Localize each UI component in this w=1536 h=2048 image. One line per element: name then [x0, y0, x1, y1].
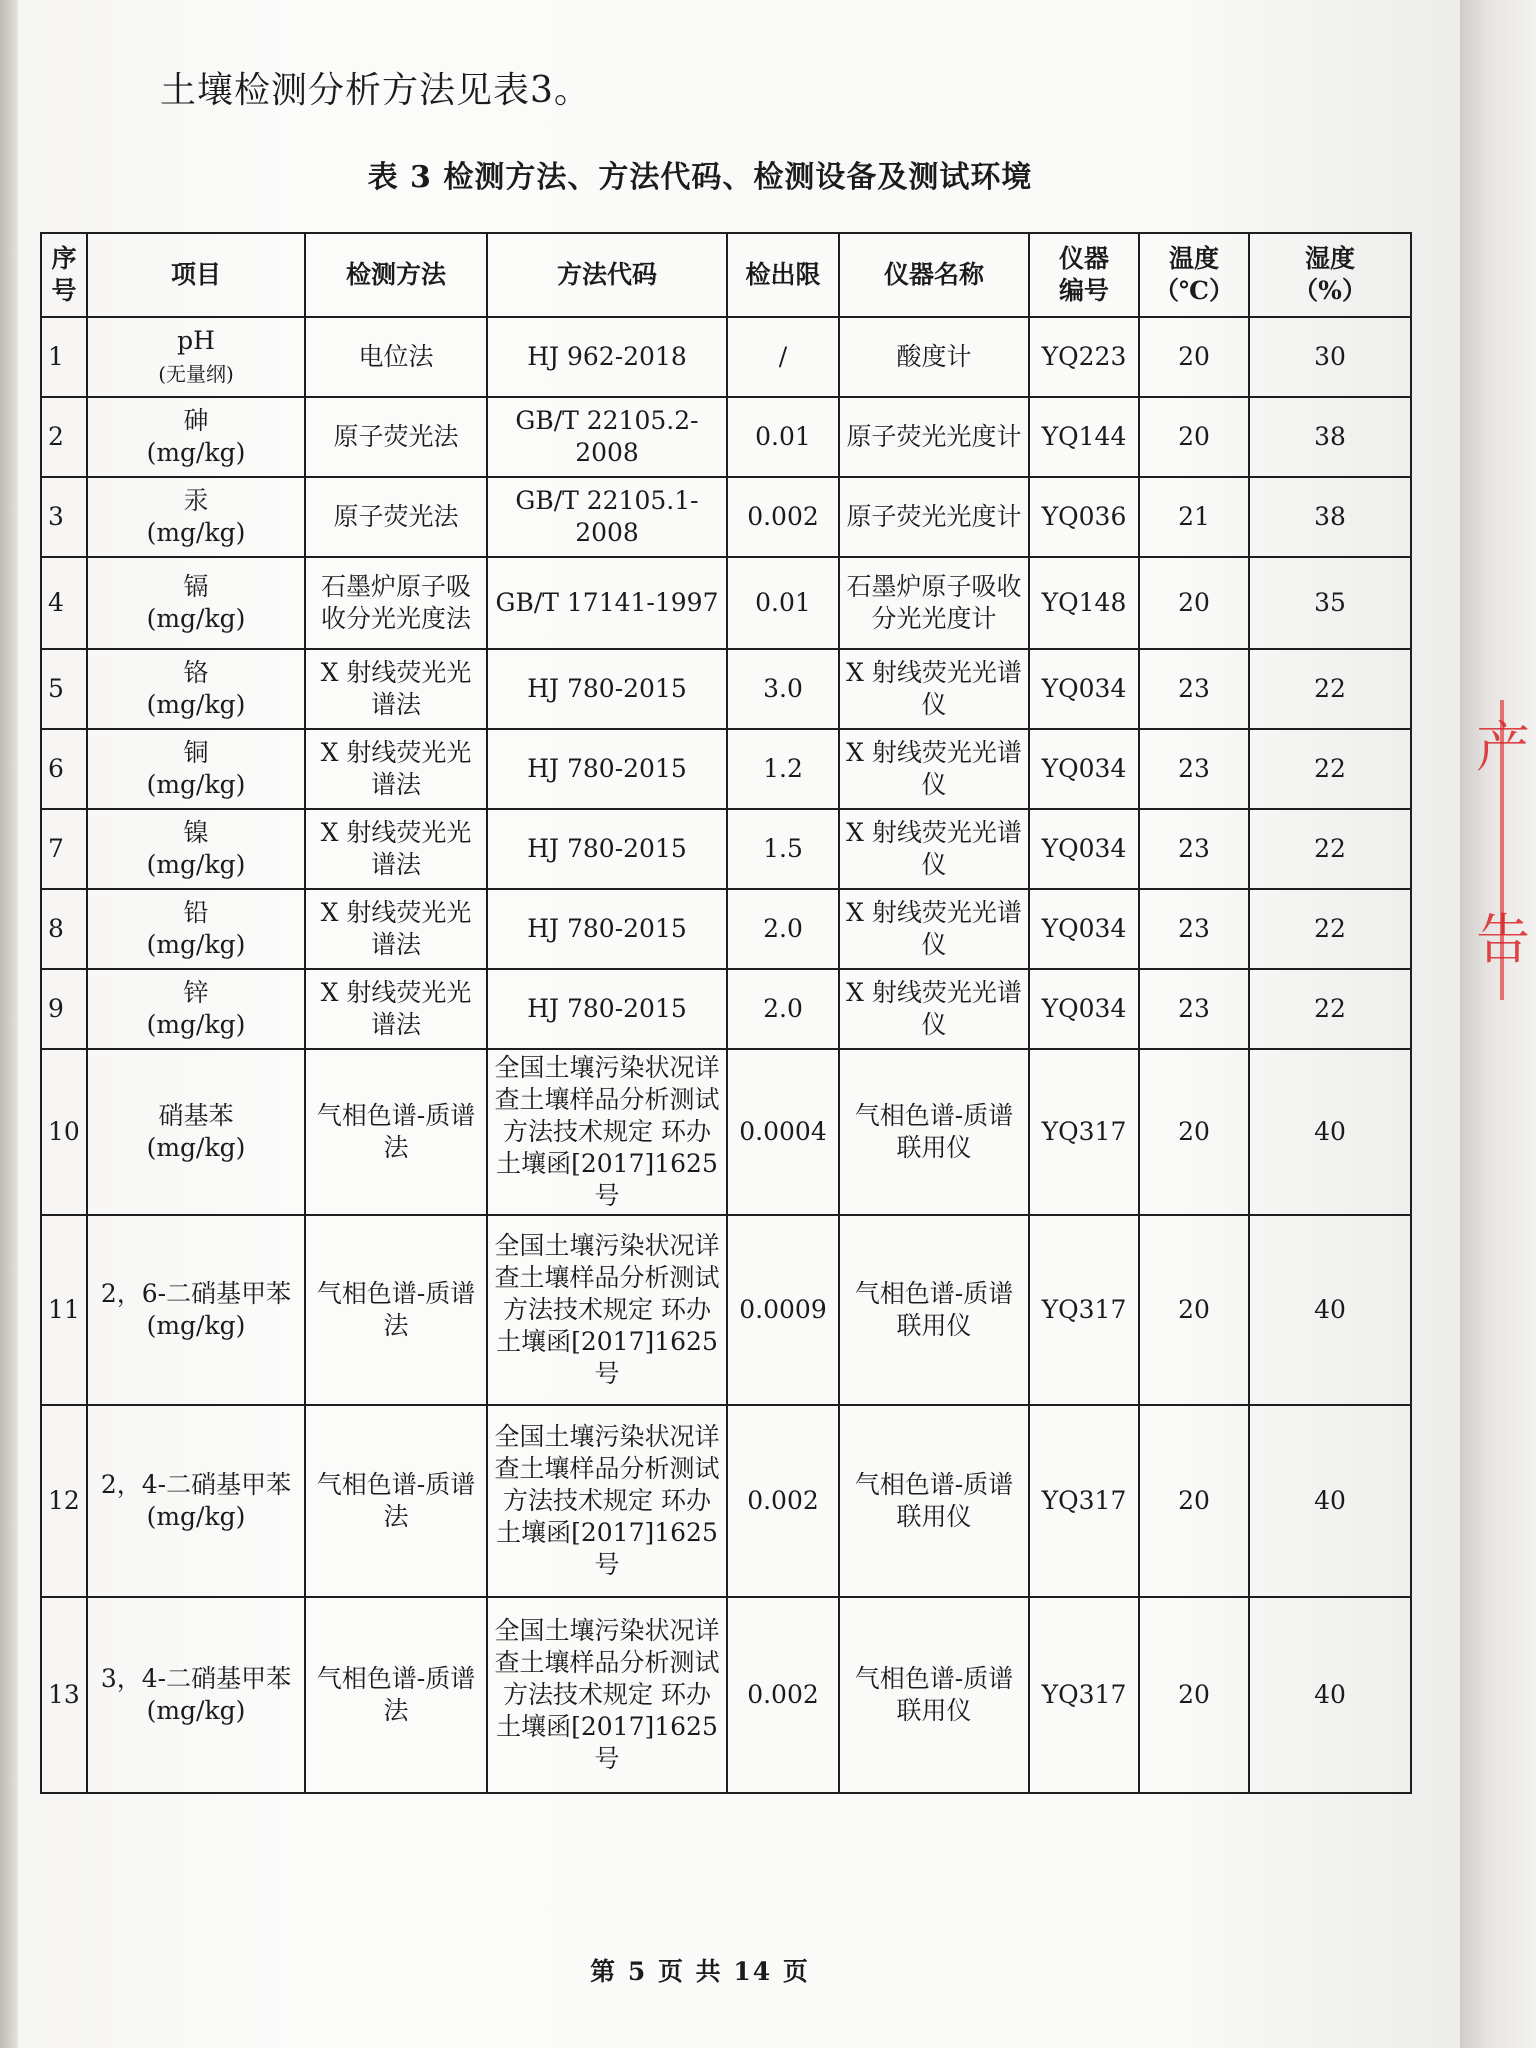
item-name: 2，6-二硝基甲苯 [100, 1279, 292, 1308]
cell-humidity: 22 [1249, 889, 1411, 969]
cell-temp: 23 [1139, 969, 1249, 1049]
cell-method: X 射线荧光光谱法 [305, 809, 487, 889]
item-name: 汞 [183, 486, 209, 515]
cell-instrument: X 射线荧光光谱仪 [839, 809, 1029, 889]
cell-method: 气相色谱-质谱法 [305, 1215, 487, 1405]
cell-item [87, 889, 305, 969]
stamp-char-2: 告 [1476, 908, 1530, 971]
table-title: 表 3 检测方法、方法代码、检测设备及测试环境 [367, 160, 1033, 195]
cell-method: X 射线荧光光谱法 [305, 649, 487, 729]
cell-instrument: X 射线荧光光谱仪 [839, 969, 1029, 1049]
cell-instrument: 石墨炉原子吸收分光光度计 [839, 557, 1029, 649]
cell-method: X 射线荧光光谱法 [305, 969, 487, 1049]
item-name: 锌 [183, 978, 209, 1007]
header-limit: 检出限 [727, 233, 839, 317]
cell-limit: 3.0 [727, 649, 839, 729]
table-row [41, 317, 1411, 397]
cell-humidity: 40 [1249, 1405, 1411, 1597]
header-humidity-line1: 湿度 [1304, 244, 1355, 273]
cell-instr-no: YQ034 [1029, 729, 1139, 809]
next-page-edge [1460, 0, 1536, 2048]
cell-seq: 10 [41, 1049, 87, 1215]
cell-code: HJ 780-2015 [487, 969, 727, 1049]
cell-limit: 2.0 [727, 889, 839, 969]
table-row [41, 889, 1411, 969]
table-row [41, 1405, 1411, 1597]
cell-instrument: X 射线荧光光谱仪 [839, 649, 1029, 729]
cell-limit: 0.01 [727, 397, 839, 477]
cell-temp: 20 [1139, 1215, 1249, 1405]
cell-temp: 20 [1139, 1597, 1249, 1793]
cell-seq: 2 [41, 397, 87, 477]
cell-method: 气相色谱-质谱法 [305, 1597, 487, 1793]
table-header-row [41, 233, 1411, 317]
item-name: 砷 [183, 406, 209, 435]
cell-method: 原子荧光法 [305, 397, 487, 477]
item-name: pH [177, 326, 215, 355]
header-instr-no-line2: 编号 [1058, 276, 1109, 305]
cell-limit: 0.0009 [727, 1215, 839, 1405]
cell-code: 全国土壤污染状况详查土壤样品分析测试方法技术规定 环办土壤函[2017]1625 号 [487, 1215, 727, 1405]
header-humidity [1249, 233, 1411, 317]
table-row [41, 397, 1411, 477]
item-name: 2，4-二硝基甲苯 [100, 1470, 292, 1499]
cell-seq: 9 [41, 969, 87, 1049]
methods-table [40, 232, 1412, 1794]
page-footer: 第 5 页 共 14 页 [590, 1957, 810, 1986]
cell-seq: 6 [41, 729, 87, 809]
item-unit: (mg/kg) [146, 604, 246, 633]
cell-instrument: 气相色谱-质谱联用仪 [839, 1215, 1029, 1405]
cell-item [87, 729, 305, 809]
cell-item [87, 969, 305, 1049]
cell-instr-no: YQ317 [1029, 1049, 1139, 1215]
cell-code: HJ 780-2015 [487, 729, 727, 809]
header-humidity-line2: （%） [1293, 276, 1367, 305]
cell-instrument: 气相色谱-质谱联用仪 [839, 1597, 1029, 1793]
table-row [41, 729, 1411, 809]
table-row [41, 1215, 1411, 1405]
item-unit: (mg/kg) [146, 690, 246, 719]
header-code: 方法代码 [487, 233, 727, 317]
header-instr-no [1029, 233, 1139, 317]
cell-code: 全国土壤污染状况详查土壤样品分析测试方法技术规定 环办土壤函[2017]1625 号 [487, 1405, 727, 1597]
cell-seq: 11 [41, 1215, 87, 1405]
item-name: 铬 [183, 658, 209, 687]
cell-instr-no: YQ034 [1029, 809, 1139, 889]
item-unit: (mg/kg) [146, 1133, 246, 1162]
header-temp-line1: 温度 [1168, 244, 1219, 273]
item-unit: (mg/kg) [146, 1311, 246, 1340]
cell-code: 全国土壤污染状况详查土壤样品分析测试方法技术规定 环办土壤函[2017]1625 号 [487, 1597, 727, 1793]
header-seq [41, 233, 87, 317]
cell-instr-no: YQ144 [1029, 397, 1139, 477]
item-unit: (mg/kg) [146, 438, 246, 467]
item-unit: (mg/kg) [146, 1696, 246, 1725]
header-instrument: 仪器名称 [839, 233, 1029, 317]
cell-limit: 0.002 [727, 1597, 839, 1793]
cell-item [87, 809, 305, 889]
cell-item [87, 557, 305, 649]
cell-instrument: 原子荧光光度计 [839, 397, 1029, 477]
cell-code: HJ 780-2015 [487, 889, 727, 969]
table-row [41, 969, 1411, 1049]
cell-temp: 21 [1139, 477, 1249, 557]
intro-text: 土壤检测分析方法见表3。 [160, 70, 591, 111]
cell-humidity: 40 [1249, 1049, 1411, 1215]
item-name: 镉 [183, 572, 209, 601]
header-temp-line2: （℃） [1154, 276, 1234, 305]
cell-limit: 2.0 [727, 969, 839, 1049]
cell-instr-no: YQ317 [1029, 1597, 1139, 1793]
cell-humidity: 22 [1249, 729, 1411, 809]
cell-item [87, 1215, 305, 1405]
cell-limit: 0.01 [727, 557, 839, 649]
cell-item [87, 1405, 305, 1597]
cell-seq: 1 [41, 317, 87, 397]
cell-item [87, 477, 305, 557]
header-seq-line2: 号 [51, 276, 77, 305]
item-name: 铅 [183, 898, 209, 927]
cell-humidity: 30 [1249, 317, 1411, 397]
cell-instr-no: YQ317 [1029, 1405, 1139, 1597]
cell-limit: 1.2 [727, 729, 839, 809]
cell-code: GB/T 22105.1-2008 [487, 477, 727, 557]
cell-instr-no: YQ034 [1029, 649, 1139, 729]
cell-instrument: 气相色谱-质谱联用仪 [839, 1405, 1029, 1597]
cell-temp: 23 [1139, 649, 1249, 729]
cell-method: 原子荧光法 [305, 477, 487, 557]
cell-seq: 12 [41, 1405, 87, 1597]
cell-instrument: 原子荧光光度计 [839, 477, 1029, 557]
cell-instrument: 酸度计 [839, 317, 1029, 397]
item-unit: (mg/kg) [146, 1502, 246, 1531]
cell-temp: 20 [1139, 397, 1249, 477]
cell-method: 石墨炉原子吸收分光光度法 [305, 557, 487, 649]
item-unit: (无量纲) [158, 362, 234, 386]
cell-limit: 0.002 [727, 477, 839, 557]
cell-instr-no: YQ034 [1029, 889, 1139, 969]
cell-limit: 1.5 [727, 809, 839, 889]
item-unit: (mg/kg) [146, 850, 246, 879]
table-row [41, 1597, 1411, 1793]
cell-code: GB/T 22105.2-2008 [487, 397, 727, 477]
cell-instrument: X 射线荧光光谱仪 [839, 729, 1029, 809]
item-name: 硝基苯 [158, 1101, 234, 1130]
cell-item [87, 1597, 305, 1793]
cell-limit: / [727, 317, 839, 397]
cell-code: HJ 780-2015 [487, 649, 727, 729]
cell-code: HJ 780-2015 [487, 809, 727, 889]
cell-item [87, 649, 305, 729]
cell-code: HJ 962-2018 [487, 317, 727, 397]
table-row [41, 809, 1411, 889]
header-seq-line1: 序 [51, 244, 77, 273]
cell-seq: 5 [41, 649, 87, 729]
cell-instr-no: YQ223 [1029, 317, 1139, 397]
cell-code: GB/T 17141-1997 [487, 557, 727, 649]
header-item: 项目 [87, 233, 305, 317]
item-unit: (mg/kg) [146, 930, 246, 959]
cell-humidity: 22 [1249, 809, 1411, 889]
item-unit: (mg/kg) [146, 770, 246, 799]
cell-temp: 20 [1139, 317, 1249, 397]
cell-temp: 20 [1139, 557, 1249, 649]
stamp-char-1: 产 [1476, 716, 1530, 779]
cell-method: X 射线荧光光谱法 [305, 729, 487, 809]
table-row [41, 649, 1411, 729]
cell-instrument: X 射线荧光光谱仪 [839, 889, 1029, 969]
cell-method: 电位法 [305, 317, 487, 397]
item-unit: (mg/kg) [146, 1010, 246, 1039]
table-row [41, 557, 1411, 649]
item-name: 铜 [183, 738, 209, 767]
cell-temp: 20 [1139, 1049, 1249, 1215]
cell-method: X 射线荧光光谱法 [305, 889, 487, 969]
cell-seq: 4 [41, 557, 87, 649]
header-method: 检测方法 [305, 233, 487, 317]
cell-limit: 0.0004 [727, 1049, 839, 1215]
cell-instr-no: YQ034 [1029, 969, 1139, 1049]
cell-seq: 3 [41, 477, 87, 557]
cell-humidity: 38 [1249, 397, 1411, 477]
cell-humidity: 40 [1249, 1597, 1411, 1793]
cell-humidity: 35 [1249, 557, 1411, 649]
cell-code: 全国土壤污染状况详查土壤样品分析测试方法技术规定 环办土壤函[2017]1625 号 [487, 1049, 727, 1215]
cell-temp: 23 [1139, 729, 1249, 809]
cell-item [87, 397, 305, 477]
cell-temp: 20 [1139, 1405, 1249, 1597]
cell-item [87, 1049, 305, 1215]
cell-method: 气相色谱-质谱法 [305, 1405, 487, 1597]
item-name: 3，4-二硝基甲苯 [100, 1664, 292, 1693]
cell-item [87, 317, 305, 397]
cell-method: 气相色谱-质谱法 [305, 1049, 487, 1215]
cell-instr-no: YQ036 [1029, 477, 1139, 557]
cell-seq: 8 [41, 889, 87, 969]
cell-instrument: 气相色谱-质谱联用仪 [839, 1049, 1029, 1215]
binding-shadow [0, 0, 18, 2048]
cell-humidity: 40 [1249, 1215, 1411, 1405]
cell-temp: 23 [1139, 809, 1249, 889]
cell-humidity: 22 [1249, 969, 1411, 1049]
red-seal-stamp [1476, 700, 1536, 1000]
header-temp [1139, 233, 1249, 317]
cell-temp: 23 [1139, 889, 1249, 969]
table-row [41, 1049, 1411, 1215]
cell-instr-no: YQ317 [1029, 1215, 1139, 1405]
item-unit: (mg/kg) [146, 518, 246, 547]
header-instr-no-line1: 仪器 [1058, 244, 1109, 273]
cell-humidity: 22 [1249, 649, 1411, 729]
cell-seq: 7 [41, 809, 87, 889]
cell-seq: 13 [41, 1597, 87, 1793]
cell-humidity: 38 [1249, 477, 1411, 557]
table-row [41, 477, 1411, 557]
cell-instr-no: YQ148 [1029, 557, 1139, 649]
cell-limit: 0.002 [727, 1405, 839, 1597]
item-name: 镍 [183, 818, 209, 847]
